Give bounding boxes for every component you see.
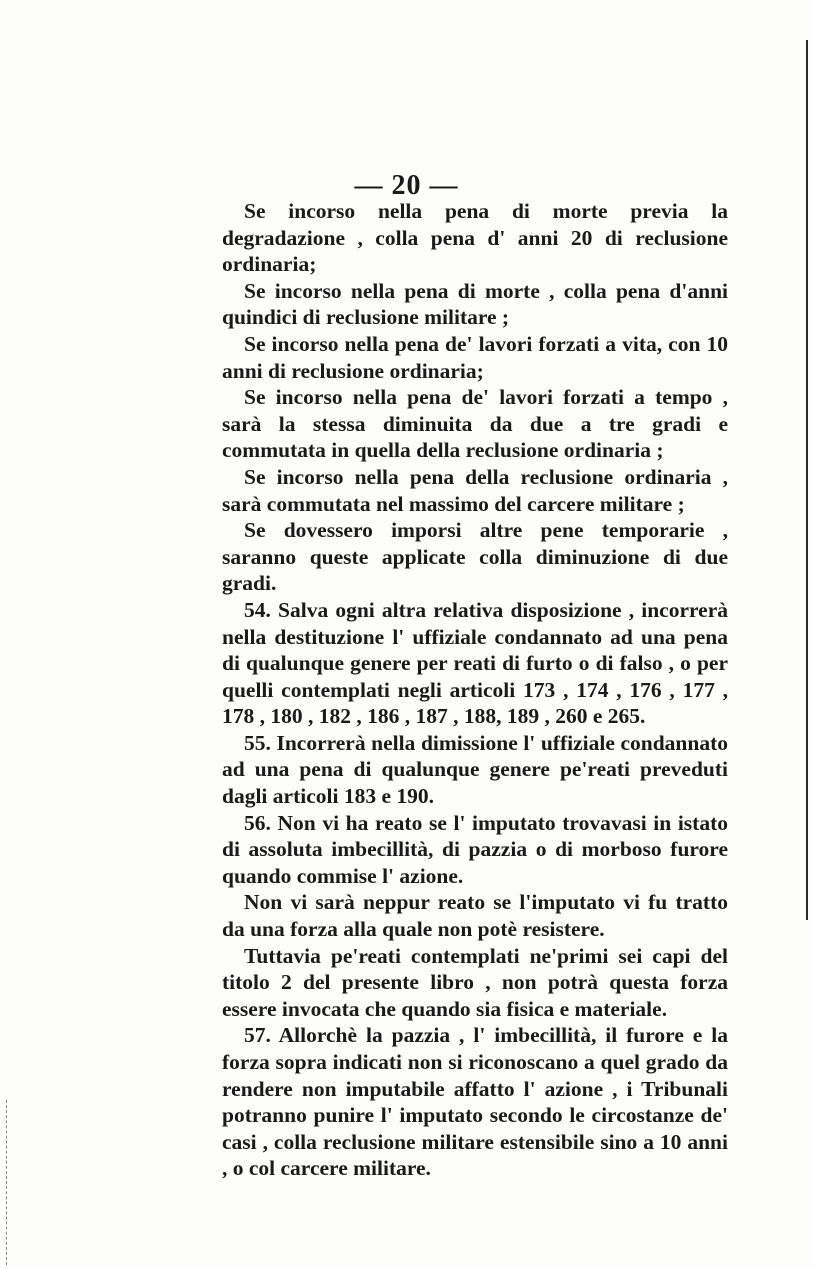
article-54: 54. Salva ogni altra relativa disposizione , incorrerà nella destituzione l' uffiziale condannato ad una pena di qualunque genere per reati di furto o di falso , o per quelli contemplati negli articoli 173 , 174 , 176 , 177 , 178 , 180 , 182 , 186 , 187 , 188, 189 , 260 e 265. — [222, 597, 728, 729]
margin-marks — [6, 1100, 9, 1265]
paragraph: Non vi sarà neppur reato se l'imputato vi fu tratto da una forza alla quale non potè resistere. — [222, 890, 728, 942]
paragraph: Se incorso nella pena de' lavori forzati a tempo , sarà la stessa diminuita da due a tre gradi e commutata in quella della reclusione ordinaria ; — [222, 385, 728, 463]
body-text — [222, 198, 728, 1182]
paragraph: Se incorso nella pena della reclusione ordinaria , sarà commutata nel massimo del carcere militare ; — [222, 464, 728, 516]
paragraph: Se incorso nella pena de' lavori forzati a vita, con 10 anni di reclusione ordinaria; — [222, 331, 728, 383]
paragraph: Tuttavia pe'reati contemplati ne'primi sei capi del titolo 2 del presente libro , non potrà questa forza essere invocata che quando sia fisica e materiale. — [222, 943, 728, 1021]
paragraph: Se dovessero imporsi altre pene temporarie , saranno queste applicate colla diminuzione di due gradi. — [222, 518, 728, 596]
article-57: 57. Allorchè la pazzia , l' imbecillità, il furore e la forza sopra indicati non si riconoscano a quel grado da rendere non imputabile affatto l' azione , i Tribunali potranno punire l' imputato secondo le circostanze de' casi , colla reclusione militare estensibile sino a 10 anni , o col carcere militare. — [222, 1023, 728, 1181]
page-number: — 20 — — [354, 170, 459, 201]
article-56: 56. Non vi ha reato se l' imputato trovavasi in istato di assoluta imbecillità, di pazzia o di morboso furore quando commise l' azione. — [222, 810, 728, 888]
paragraph: Se incorso nella pena di morte previa la degradazione , colla pena d' anni 20 di reclusione ordinaria; — [222, 199, 728, 277]
article-55: 55. Incorrerà nella dimissione l' uffiziale condannato ad una pena di qualunque genere pe'reati preveduti dagli articoli 183 e 190. — [222, 730, 728, 809]
paragraph: Se incorso nella pena di morte , colla pena d'anni quindici di reclusione militare ; — [222, 278, 728, 330]
